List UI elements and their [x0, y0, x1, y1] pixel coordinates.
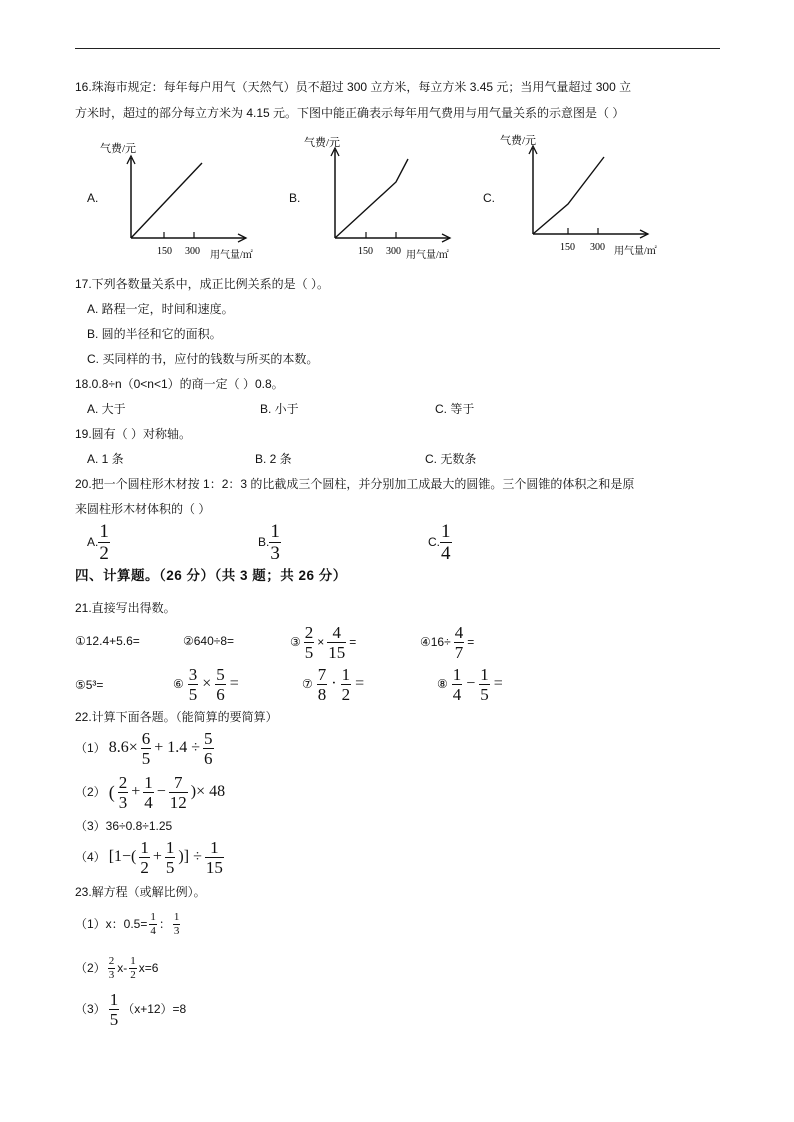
- q20-option-b[interactable]: [258, 522, 281, 562]
- q21-item-8: ⑧ $\frac{1}{4}$ − $\frac{1}{5}$ =: [437, 664, 503, 704]
- q18-stem: 18.0.8÷n（0<n<1）的商一定（ ）0.8。: [75, 377, 284, 391]
- q16-option-a[interactable]: A.: [87, 191, 99, 205]
- q17-stem: 17.下列各数量关系中，成正比例关系的是（ ）。: [75, 277, 330, 291]
- q21-item-4: ④16÷ $\frac{4}{7}$ =: [420, 622, 475, 662]
- graph-b-tick-150: 150: [358, 246, 373, 257]
- graph-b-line: [335, 159, 408, 238]
- q18-option-c[interactable]: C. 等于: [435, 402, 475, 416]
- q22-problem-3: （3）36÷0.8÷1.25: [75, 819, 173, 833]
- q22-problem-2: （2） ( $\frac{2}{3}$ + $\frac{1}{4}$ − $\frac{7}{12}$ )× 48: [75, 772, 226, 812]
- graph-c-ylabel: 气费/元: [500, 135, 537, 147]
- q19-option-c[interactable]: C. 无数条: [425, 452, 477, 466]
- graph-a-tick-150: 150: [157, 246, 172, 257]
- q20-line2: 来圆柱形木材体积的（ ）: [75, 502, 211, 516]
- q20-a-label: A.: [87, 535, 99, 549]
- q22-problem-1: （1） 8.6× $\frac{6}{5}$ + 1.4 ÷ $\frac{5}{6}$: [75, 728, 213, 768]
- q16-graph-b: [302, 128, 482, 268]
- q18-option-a[interactable]: A. 大于: [87, 402, 126, 416]
- graph-a-ylabel: 气费/元: [100, 143, 137, 155]
- q21-item-7: ⑦ $\frac{7}{8}$ · $\frac{1}{2}$ =: [302, 664, 365, 704]
- q20-line1: 20.把一个圆柱形木材按 1：2：3 的比截成三个圆柱，并分别加工成最大的圆锥。三个圆锥的体积之和是原: [75, 477, 635, 491]
- q22-problem-4: （4） [1−( $\frac{1}{2}$ + $\frac{1}{5}$ )] ÷ $\frac{1}{15}$: [75, 837, 223, 877]
- q19-stem: 19.圆有（ ）对称轴。: [75, 427, 192, 441]
- graph-a-xlabel: 用气量/㎡: [210, 250, 253, 261]
- q23-problem-3: （3） $\frac{1}{5}$ （x+12）=8: [75, 989, 187, 1029]
- graph-b-ylabel: 气费/元: [304, 137, 341, 149]
- q21-item-3: ③ $\frac{2}{5}$ × $\frac{4}{15}$ =: [290, 622, 357, 662]
- graph-c-line: [533, 157, 604, 234]
- graph-a-tick-300: 300: [185, 246, 200, 257]
- q20-c-fraction: $\frac{1}{4}$: [441, 520, 451, 564]
- q21-stem: 21.直接写出得数。: [75, 601, 176, 615]
- section-4-title: 四、计算题。（26 分）（共 3 题；共 26 分）: [75, 568, 347, 583]
- q22-stem: 22.计算下面各题。（能简算的要简算）: [75, 710, 278, 724]
- q16-graph-a: [98, 134, 278, 266]
- q16-option-b[interactable]: B.: [289, 191, 301, 205]
- q20-option-a[interactable]: [87, 522, 110, 562]
- q16-option-c[interactable]: C.: [483, 191, 495, 205]
- graph-b-xlabel: 用气量/㎡: [406, 250, 449, 261]
- q19-option-b[interactable]: B. 2 条: [255, 452, 292, 466]
- header-rule: [75, 48, 720, 49]
- graph-c-tick-300: 300: [590, 242, 605, 253]
- q20-b-label: B.: [258, 535, 270, 549]
- q21-item-5: ⑤5³=: [75, 678, 104, 692]
- graph-c-tick-150: 150: [560, 242, 575, 253]
- q23-problem-2: （2） $\frac{2}{3}$ x- $\frac{1}{2}$ x=6: [75, 954, 159, 981]
- q21-item-1: ①12.4+5.6=: [75, 634, 140, 648]
- q20-a-fraction: $\frac{1}{2}$: [99, 520, 109, 564]
- graph-c-xlabel: 用气量/㎡: [614, 246, 657, 257]
- q16-graph-c: [498, 126, 678, 268]
- graph-b-tick-300: 300: [386, 246, 401, 257]
- q18-option-b[interactable]: B. 小于: [260, 402, 299, 416]
- q20-c-label: C.: [428, 535, 440, 549]
- q19-option-a[interactable]: A. 1 条: [87, 452, 124, 466]
- q23-problem-1: （1）x：0.5= $\frac{1}{4}$ ： $\frac{1}{3}$: [75, 910, 180, 937]
- q17-option-b[interactable]: B. 圆的半径和它的面积。: [87, 327, 222, 341]
- q20-option-c[interactable]: [428, 522, 452, 562]
- q16-line1: 16.珠海市规定：每年每户用气（天然气）员不超过 300 立方米，每立方米 3.45 元；当用气量超过 300 立: [75, 80, 632, 94]
- q20-b-fraction: $\frac{1}{3}$: [270, 520, 280, 564]
- q23-stem: 23.解方程（或解比例）。: [75, 885, 206, 899]
- q21-item-2: ②640÷8=: [183, 634, 235, 648]
- q21-item-6: ⑥ $\frac{3}{5}$ × $\frac{5}{6}$ =: [173, 664, 239, 704]
- q17-option-c[interactable]: C. 买同样的书，应付的钱数与所买的本数。: [87, 352, 319, 366]
- graph-a-line: [131, 163, 202, 238]
- q17-option-a[interactable]: A. 路程一定，时间和速度。: [87, 302, 234, 316]
- q16-line2: 方米时，超过的部分每立方米为 4.15 元。下图中能正确表示每年用气费用与用气量关系的示意图是（ ）: [75, 106, 625, 120]
